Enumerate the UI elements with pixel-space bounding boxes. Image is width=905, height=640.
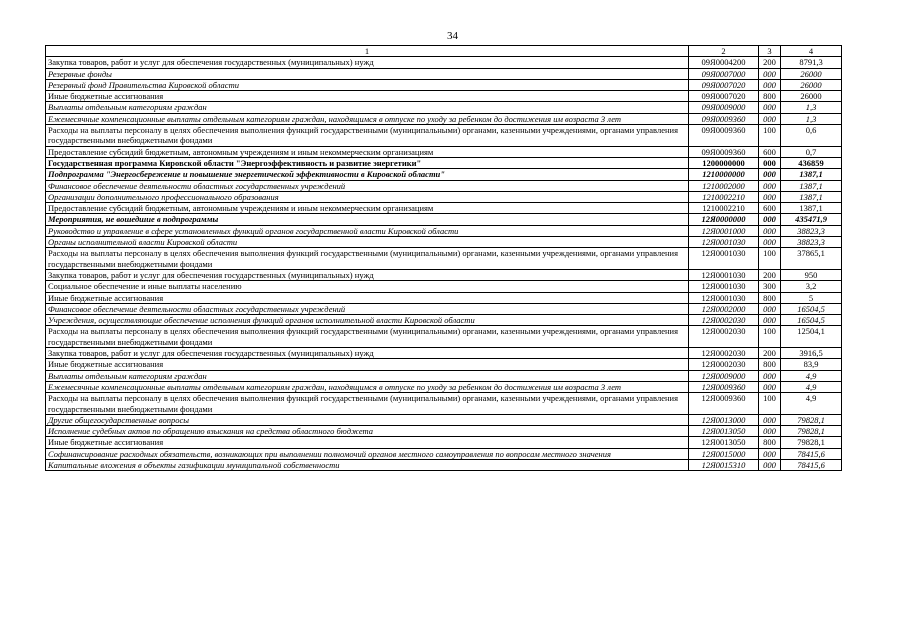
row-name-cell: Расходы на выплаты персоналу в целях обеспечения выполнения функций государственными (муниципальными) органами, казенными учреждениями, органами управления государственными внебюджетными фондами <box>46 326 689 348</box>
row-code-cell: 12Я0015310 <box>689 459 759 470</box>
row-code-cell: 09Я0004200 <box>689 57 759 68</box>
table-row <box>46 91 842 102</box>
row-name-cell: Иные бюджетные ассигнования <box>46 292 689 303</box>
row-sum-cell: 79828,1 <box>781 426 842 437</box>
table-row <box>46 191 842 202</box>
row-code-cell: 12Я0001030 <box>689 292 759 303</box>
row-type-cell: 000 <box>759 414 781 425</box>
row-sum-cell: 38823,3 <box>781 225 842 236</box>
row-code-cell: 12Я0009360 <box>689 393 759 415</box>
row-type-cell: 800 <box>759 91 781 102</box>
row-name-cell: Закупка товаров, работ и услуг для обеспечения государственных (муниципальных) нужд <box>46 269 689 280</box>
row-code-cell: 12Я0001030 <box>689 248 759 270</box>
row-sum-cell: 4,9 <box>781 393 842 415</box>
row-code-cell: 12Я0013050 <box>689 426 759 437</box>
row-code-cell: 1210002000 <box>689 180 759 191</box>
row-type-cell: 200 <box>759 269 781 280</box>
row-name-cell: Расходы на выплаты персоналу в целях обеспечения выполнения функций государственными (муниципальными) органами, казенными учреждениями, органами управления государственными внебюджетными фондами <box>46 248 689 270</box>
row-type-cell: 000 <box>759 370 781 381</box>
row-type-cell: 200 <box>759 57 781 68</box>
row-type-cell: 000 <box>759 113 781 124</box>
row-code-cell: 1210000000 <box>689 169 759 180</box>
table-row <box>46 113 842 124</box>
row-name-cell: Исполнение судебных актов по обращению взыскания на средства областного бюджета <box>46 426 689 437</box>
header-col-code: 2 <box>689 46 759 57</box>
row-type-cell: 000 <box>759 68 781 79</box>
row-sum-cell: 79828,1 <box>781 414 842 425</box>
table-row <box>46 414 842 425</box>
row-name-cell: Иные бюджетные ассигнования <box>46 359 689 370</box>
table-row <box>46 225 842 236</box>
row-sum-cell: 3916,5 <box>781 348 842 359</box>
row-code-cell: 09Я0007000 <box>689 68 759 79</box>
row-type-cell: 100 <box>759 393 781 415</box>
row-sum-cell: 79828,1 <box>781 437 842 448</box>
row-type-cell: 600 <box>759 146 781 157</box>
row-name-cell: Финансовое обеспечение деятельности областных государственных учреждений <box>46 303 689 314</box>
row-type-cell: 000 <box>759 102 781 113</box>
table-header-row <box>46 46 842 57</box>
row-name-cell: Выплаты отдельным категориям граждан <box>46 370 689 381</box>
row-type-cell: 000 <box>759 459 781 470</box>
row-sum-cell: 26000 <box>781 68 842 79</box>
row-type-cell: 000 <box>759 79 781 90</box>
row-name-cell: Выплаты отдельным категориям граждан <box>46 102 689 113</box>
row-sum-cell: 0,6 <box>781 125 842 147</box>
row-type-cell: 100 <box>759 248 781 270</box>
row-name-cell: Закупка товаров, работ и услуг для обеспечения государственных (муниципальных) нужд <box>46 57 689 68</box>
row-code-cell: 12Я0001030 <box>689 269 759 280</box>
row-name-cell: Ежемесячные компенсационные выплаты отдельным категориям граждан, находящимся в отпуске по уходу за ребенком до достижения им возраста 3 лет <box>46 113 689 124</box>
row-sum-cell: 1,3 <box>781 102 842 113</box>
row-sum-cell: 1387,1 <box>781 169 842 180</box>
row-type-cell: 200 <box>759 348 781 359</box>
table-row <box>46 68 842 79</box>
budget-table-body <box>46 46 842 471</box>
row-sum-cell: 4,9 <box>781 381 842 392</box>
table-row <box>46 79 842 90</box>
row-code-cell: 12Я0002030 <box>689 326 759 348</box>
table-row <box>46 292 842 303</box>
row-type-cell: 000 <box>759 214 781 225</box>
row-type-cell: 000 <box>759 169 781 180</box>
row-sum-cell: 4,9 <box>781 370 842 381</box>
table-row <box>46 448 842 459</box>
row-name-cell: Руководство и управление в сфере установленных функций органов государственной власти Кировской области <box>46 225 689 236</box>
row-name-cell: Иные бюджетные ассигнования <box>46 91 689 102</box>
row-type-cell: 300 <box>759 281 781 292</box>
row-name-cell: Финансовое обеспечение деятельности областных государственных учреждений <box>46 180 689 191</box>
row-sum-cell: 1387,1 <box>781 180 842 191</box>
row-name-cell: Другие общегосударственные вопросы <box>46 414 689 425</box>
table-row <box>46 393 842 415</box>
row-type-cell: 000 <box>759 225 781 236</box>
row-name-cell: Мероприятия, не вошедшие в подпрограммы <box>46 214 689 225</box>
row-code-cell: 09Я0009360 <box>689 125 759 147</box>
row-type-cell: 000 <box>759 180 781 191</box>
header-col-type: 3 <box>759 46 781 57</box>
table-row <box>46 459 842 470</box>
row-name-cell: Резервный фонд Правительства Кировской области <box>46 79 689 90</box>
row-name-cell: Органы исполнительной власти Кировской области <box>46 237 689 248</box>
row-type-cell: 000 <box>759 303 781 314</box>
row-type-cell: 000 <box>759 448 781 459</box>
row-type-cell: 600 <box>759 203 781 214</box>
row-sum-cell: 0,7 <box>781 146 842 157</box>
row-name-cell: Государственная программа Кировской области "Энергоэффективность и развитие энергетики" <box>46 157 689 168</box>
row-sum-cell: 1387,1 <box>781 191 842 202</box>
table-row <box>46 359 842 370</box>
header-col-name: 1 <box>46 46 689 57</box>
row-name-cell: Резервные фонды <box>46 68 689 79</box>
row-code-cell: 09Я0009360 <box>689 113 759 124</box>
row-sum-cell: 26000 <box>781 79 842 90</box>
row-sum-cell: 83,9 <box>781 359 842 370</box>
row-type-cell: 000 <box>759 381 781 392</box>
table-row <box>46 214 842 225</box>
table-row <box>46 203 842 214</box>
row-code-cell: 09Я0007020 <box>689 91 759 102</box>
budget-table <box>45 45 842 471</box>
row-name-cell: Ежемесячные компенсационные выплаты отдельным категориям граждан, находящимся в отпуске по уходу за ребенком до достижения им возраста 3 лет <box>46 381 689 392</box>
row-name-cell: Предоставление субсидий бюджетным, автономным учреждениям и иным некоммерческим организациям <box>46 203 689 214</box>
row-code-cell: 12Я0013000 <box>689 414 759 425</box>
row-name-cell: Расходы на выплаты персоналу в целях обеспечения выполнения функций государственными (муниципальными) органами, казенными учреждениями, органами управления государственными внебюджетными фондами <box>46 393 689 415</box>
table-row <box>46 326 842 348</box>
row-code-cell: 12Я0015000 <box>689 448 759 459</box>
table-row <box>46 437 842 448</box>
row-sum-cell: 3,2 <box>781 281 842 292</box>
table-row <box>46 248 842 270</box>
row-name-cell: Учреждения, осуществляющие обеспечение исполнения функций органов исполнительной власти Кировской области <box>46 315 689 326</box>
row-code-cell: 12Я0009000 <box>689 370 759 381</box>
table-row <box>46 180 842 191</box>
row-code-cell: 1200000000 <box>689 157 759 168</box>
row-code-cell: 12Я0002030 <box>689 348 759 359</box>
row-sum-cell: 435471,9 <box>781 214 842 225</box>
row-code-cell: 12Я0001000 <box>689 225 759 236</box>
table-row <box>46 269 842 280</box>
row-type-cell: 800 <box>759 292 781 303</box>
row-code-cell: 12Я0001030 <box>689 237 759 248</box>
row-code-cell: 12Я0000000 <box>689 214 759 225</box>
table-row <box>46 157 842 168</box>
table-row <box>46 348 842 359</box>
row-name-cell: Закупка товаров, работ и услуг для обеспечения государственных (муниципальных) нужд <box>46 348 689 359</box>
row-sum-cell: 26000 <box>781 91 842 102</box>
row-name-cell: Подпрограмма "Энергосбережение и повышение энергетической эффективности в Кировской области" <box>46 169 689 180</box>
row-sum-cell: 436859 <box>781 157 842 168</box>
row-type-cell: 100 <box>759 125 781 147</box>
row-sum-cell: 1,3 <box>781 113 842 124</box>
row-sum-cell: 16504,5 <box>781 315 842 326</box>
row-name-cell: Расходы на выплаты персоналу в целях обеспечения выполнения функций государственными (муниципальными) органами, казенными учреждениями, органами управления государственными внебюджетными фондами <box>46 125 689 147</box>
row-type-cell: 000 <box>759 157 781 168</box>
row-sum-cell: 950 <box>781 269 842 280</box>
row-type-cell: 000 <box>759 237 781 248</box>
row-name-cell: Иные бюджетные ассигнования <box>46 437 689 448</box>
table-row <box>46 426 842 437</box>
table-row <box>46 169 842 180</box>
table-row <box>46 315 842 326</box>
table-row <box>46 237 842 248</box>
row-code-cell: 09Я0009360 <box>689 146 759 157</box>
row-code-cell: 09Я0007020 <box>689 79 759 90</box>
table-row <box>46 281 842 292</box>
table-row <box>46 102 842 113</box>
row-type-cell: 800 <box>759 437 781 448</box>
row-name-cell: Организации дополнительного профессионального образования <box>46 191 689 202</box>
row-sum-cell: 1387,1 <box>781 203 842 214</box>
table-row <box>46 303 842 314</box>
header-col-sum: 4 <box>781 46 842 57</box>
row-sum-cell: 78415,6 <box>781 448 842 459</box>
row-name-cell: Предоставление субсидий бюджетным, автономным учреждениям и иным некоммерческим организациям <box>46 146 689 157</box>
row-type-cell: 000 <box>759 315 781 326</box>
row-sum-cell: 5 <box>781 292 842 303</box>
row-type-cell: 100 <box>759 326 781 348</box>
row-type-cell: 800 <box>759 359 781 370</box>
table-row <box>46 370 842 381</box>
row-sum-cell: 38823,3 <box>781 237 842 248</box>
table-row <box>46 381 842 392</box>
page-number: 34 <box>447 30 458 42</box>
row-code-cell: 1210002210 <box>689 203 759 214</box>
row-sum-cell: 8791,3 <box>781 57 842 68</box>
row-name-cell: Софинансирование расходных обязательств, возникающих при выполнении полномочий органов местного самоуправления по вопросам местного значения <box>46 448 689 459</box>
row-code-cell: 12Я0002030 <box>689 359 759 370</box>
row-code-cell: 09Я0009000 <box>689 102 759 113</box>
row-code-cell: 12Я0001030 <box>689 281 759 292</box>
row-name-cell: Капитальные вложения в объекты газификации муниципальной собственности <box>46 459 689 470</box>
row-code-cell: 12Я0002000 <box>689 303 759 314</box>
row-code-cell: 12Я0002030 <box>689 315 759 326</box>
table-row <box>46 57 842 68</box>
row-code-cell: 12Я0009360 <box>689 381 759 392</box>
row-sum-cell: 37865,1 <box>781 248 842 270</box>
row-type-cell: 000 <box>759 426 781 437</box>
row-name-cell: Социальное обеспечение и иные выплаты населению <box>46 281 689 292</box>
row-sum-cell: 78415,6 <box>781 459 842 470</box>
table-row <box>46 125 842 147</box>
row-sum-cell: 12504,1 <box>781 326 842 348</box>
row-sum-cell: 16504,5 <box>781 303 842 314</box>
table-row <box>46 146 842 157</box>
row-type-cell: 000 <box>759 191 781 202</box>
row-code-cell: 12Я0013050 <box>689 437 759 448</box>
row-code-cell: 1210002210 <box>689 191 759 202</box>
